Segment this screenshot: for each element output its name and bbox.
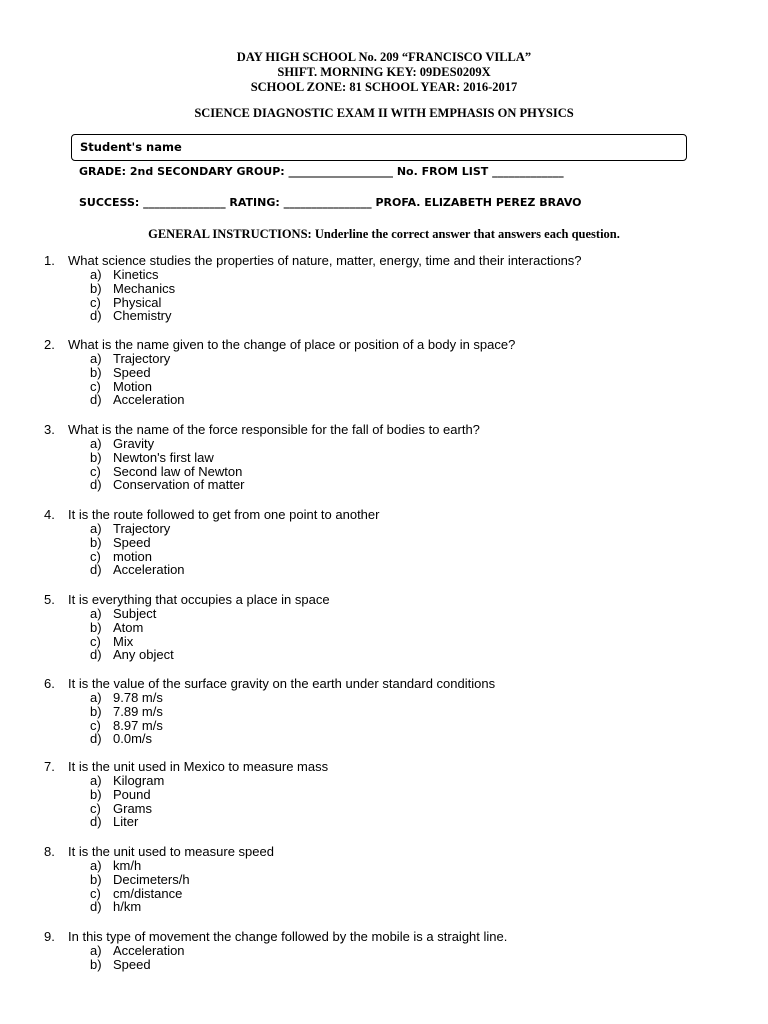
option-letter: b) [90,280,102,296]
option-letter: b) [90,956,102,972]
option-letter: d) [90,731,102,747]
option-text: Speed [113,956,151,972]
school-name: DAY HIGH SCHOOL No. 209 “FRANCISCO VILLA” [236,50,532,64]
option-letter: b) [90,871,102,887]
question-number: 3. [44,422,55,437]
option-letter: d) [90,814,102,830]
student-name-field[interactable] [71,134,687,161]
question-text: In this type of movement the change followed by the mobile is a straight line. [68,929,508,944]
option-letter: b) [90,364,102,380]
question-number: 9. [44,929,55,944]
option-letter: b) [90,534,102,550]
option-text: km/h [113,858,142,873]
question-text: What is the name of the force responsible for the fall of bodies to earth? [68,422,480,437]
question-number: 8. [44,844,55,859]
question-number: 7. [44,759,55,774]
question-text: What is the name given to the change of place or position of a body in space? [68,337,516,352]
option-text: Mechanics [113,280,176,296]
option-text: Liter [113,814,139,830]
general-instructions: GENERAL INSTRUCTIONS: Underline the correct answer that answers each question. [148,227,620,241]
option-text: Atom [113,619,144,635]
option-text: Speed [113,364,151,380]
student-name-label: Student's name [80,140,182,154]
option-text: Pound [113,786,151,802]
option-letter: d) [90,392,102,408]
option-letter: d) [90,647,102,663]
option-text: 7.89 m/s [113,703,163,719]
option-text: Any object [113,647,174,663]
option-text: Acceleration [113,562,185,578]
option-text: cm/distance [113,885,183,901]
question-text: It is everything that occupies a place in space [68,592,330,607]
option-text: 9.78 m/s [113,690,163,705]
question-number: 5. [44,592,55,607]
option-text: Physical [113,294,162,310]
option-text: Acceleration [113,943,185,958]
option-letter: c) [90,633,101,649]
option-letter: a) [90,436,102,451]
option-letter: d) [90,562,102,578]
question-text: It is the route followed to get from one point to another [68,507,380,522]
option-text: Kilogram [113,773,165,788]
option-letter: d) [90,308,102,324]
option-letter: c) [90,463,101,479]
option-letter: b) [90,703,102,719]
option-letter: a) [90,858,102,873]
option-letter: a) [90,943,102,958]
option-letter: a) [90,351,102,366]
option-text: Trajectory [113,521,171,536]
option-letter: c) [90,800,101,816]
option-letter: c) [90,378,101,394]
option-letter: c) [90,548,101,564]
option-text: Trajectory [113,351,171,366]
option-letter: d) [90,899,102,915]
question-text: It is the unit used to measure speed [68,844,274,859]
shift-key: SHIFT. MORNING KEY: 09DES0209X [277,65,491,79]
option-text: Gravity [113,436,155,451]
option-text: Conservation of matter [113,477,245,493]
option-text: Newton's first law [113,449,214,465]
option-text: Kinetics [113,267,159,282]
option-letter: a) [90,690,102,705]
success-rating-line: SUCCESS: _______________ RATING: ________________ PROFA. ELIZABETH PEREZ BRAVO [79,196,582,209]
option-text: Motion [113,378,153,394]
option-text: Grams [113,800,152,816]
question-text: It is the unit used in Mexico to measure mass [68,759,329,774]
question-number: 6. [44,676,55,691]
exam-title: SCIENCE DIAGNOSTIC EXAM II WITH EMPHASIS ON PHYSICS [194,106,574,120]
option-text: Decimeters/h [113,871,190,887]
option-text: h/km [113,899,142,915]
question-text: What science studies the properties of nature, matter, energy, time and their interactions? [68,253,582,268]
option-letter: a) [90,606,102,621]
option-text: motion [113,548,153,564]
option-text: Mix [113,633,134,649]
option-text: 8.97 m/s [113,717,163,733]
option-letter: b) [90,619,102,635]
option-letter: a) [90,267,102,282]
option-letter: b) [90,786,102,802]
grade-group-line: GRADE: 2nd SECONDARY GROUP: ___________________ No. FROM LIST _____________ [79,165,564,178]
option-letter: b) [90,449,102,465]
question-number: 4. [44,507,55,522]
question-number: 2. [44,337,55,352]
option-letter: a) [90,521,102,536]
school-zone-year: SCHOOL ZONE: 81 SCHOOL YEAR: 2016-2017 [250,80,518,94]
option-text: Chemistry [113,308,172,324]
option-letter: c) [90,717,101,733]
question-text: It is the value of the surface gravity on the earth under standard conditions [68,676,496,691]
question-number: 1. [44,253,55,268]
option-text: Acceleration [113,392,185,408]
option-letter: c) [90,294,101,310]
option-letter: a) [90,773,102,788]
option-letter: c) [90,885,101,901]
option-text: 0.0m/s [113,731,153,747]
option-text: Second law of Newton [113,463,243,479]
option-text: Subject [113,606,157,621]
option-text: Speed [113,534,151,550]
option-letter: d) [90,477,102,493]
